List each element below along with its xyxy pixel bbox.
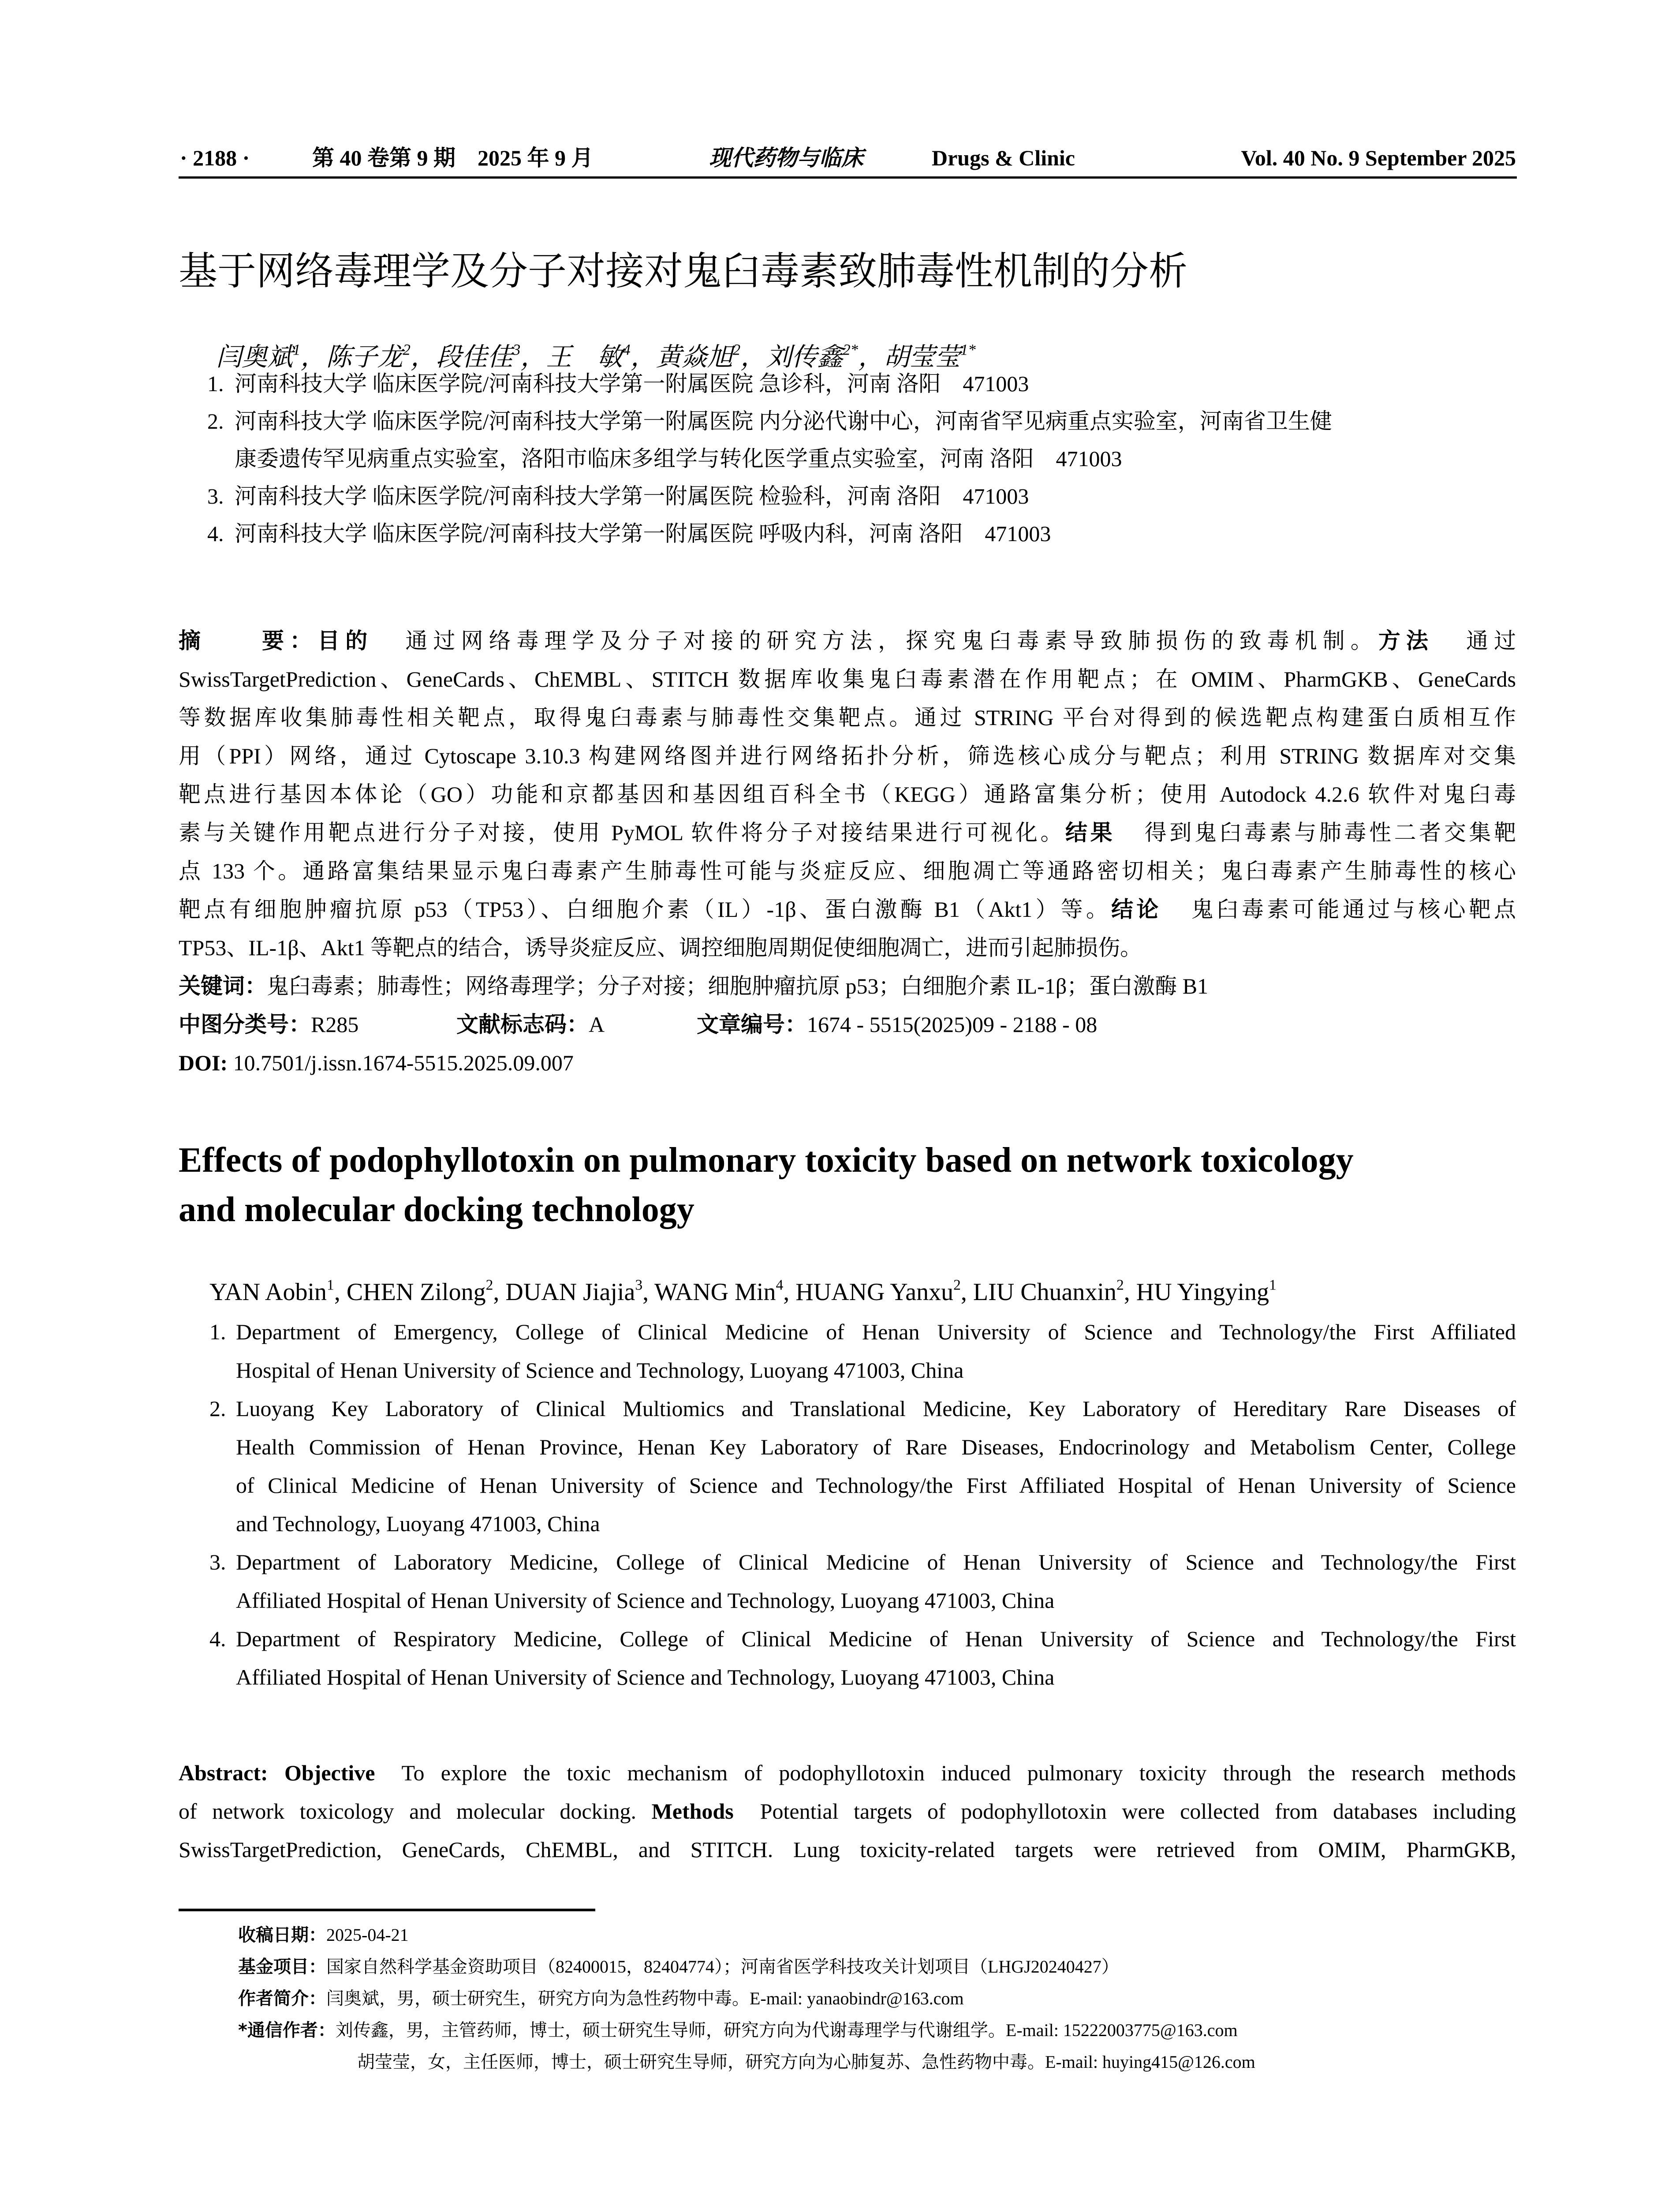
abstract-label: 摘 要：	[179, 628, 318, 654]
bio-value: 闫奥斌，男，硕士研究生，研究方向为急性药物中毒。E-mail: yanaobindr@163.com	[326, 1988, 964, 2008]
author-name: 段佳佳	[436, 343, 513, 371]
abstract-text: Potential targets of podophyllotoxin were collected from databases including	[760, 1799, 1516, 1824]
abstract-en-line	[179, 1757, 1516, 1788]
author-name: 闫奥斌	[216, 343, 293, 371]
affiliation-text: Luoyang Key Laboratory of Clinical Multiomics and Translational Medicine, Key Laboratory of Hereditary Rare Diseases of	[236, 1396, 1516, 1421]
author-separator: ，	[630, 343, 656, 371]
objective-label: 目的	[317, 628, 373, 654]
footnote-bio	[238, 1986, 964, 2011]
affiliation-text: 河南科技大学 临床医学院/河南科技大学第一附属医院 内分泌代谢中心，河南省罕见病重点实验室，河南省卫生健	[235, 409, 1332, 434]
affiliation-text: and Technology, Luoyang 471003, China	[236, 1511, 600, 1536]
affiliation-en-line	[236, 1585, 1516, 1616]
author-separator: ,	[960, 1278, 973, 1306]
affiliation-en-line	[209, 1547, 1516, 1577]
abstract-cn-line: TP53、IL-1β、Akt1 等靶点的结合，诱导炎症反应、调控细胞周期促使细胞凋亡，进而引起肺损伤。	[179, 935, 1142, 960]
abstract-en-line: SwissTargetPrediction, GeneCards, ChEMBL, and STITCH. Lung toxicity-related targets were retrieved from OMIM, PharmGKB,	[179, 1837, 1516, 1862]
affiliation-text: 河南科技大学 临床医学院/河南科技大学第一附属医院 急诊科，河南 洛阳 471003	[235, 371, 1029, 396]
author-separator: ,	[642, 1278, 655, 1306]
received-value: 2025-04-21	[326, 1925, 409, 1945]
author-affiliation-mark: 4	[623, 341, 631, 359]
author-name: 刘传鑫	[766, 343, 843, 371]
page-number: · 2188 ·	[180, 146, 250, 170]
author-affiliation-mark: 1	[1269, 1277, 1277, 1293]
author-name: LIU Chuanxin	[973, 1278, 1116, 1306]
running-header	[180, 140, 1516, 176]
author-affiliation-mark: 2	[953, 1277, 961, 1293]
author-separator: ，	[858, 343, 884, 371]
abstract-cn-line	[179, 894, 1516, 925]
author-name: 胡莹莹	[884, 343, 961, 371]
author-affiliation-mark: 4	[776, 1277, 784, 1293]
title-en	[179, 1136, 1519, 1234]
authors-en	[209, 1274, 1277, 1310]
footnote-corresponding	[238, 2018, 1238, 2043]
corr-value-1: 刘传鑫，男，主管药师，博士，硕士研究生导师，研究方向为代谢毒理学与代谢组学。E-mail: 15222003775@163.com	[335, 2020, 1238, 2040]
abstract-en-line	[179, 1796, 1516, 1827]
keywords-value: 鬼臼毒素；肺毒性；网络毒理学；分子对接；细胞肿瘤抗原 p53；白细胞介素 IL-1β；蛋白激酶 B1	[267, 974, 1209, 998]
footnote-fund	[238, 1955, 1119, 1979]
affiliation-number: 2.	[207, 409, 224, 434]
doi-value: 10.7501/j.issn.1674-5515.2025.09.007	[233, 1050, 574, 1075]
affiliation-en-line	[236, 1508, 1516, 1539]
methods-label: 方法	[1378, 628, 1434, 654]
affiliation-cn-line	[207, 406, 1332, 437]
affiliation-en-line	[209, 1393, 1516, 1424]
abstract-cn-line: 靶点进行基因本体论（GO）功能和京都基因和基因组百科全书（KEGG）通路富集分析；使用 Autodock 4.2.6 软件对鬼臼毒	[179, 782, 1516, 807]
methods-label-en: Methods	[651, 1799, 734, 1824]
affiliation-text: 康委遗传罕见病重点实验室，洛阳市临床多组学与转化医学重点实验室，河南 洛阳 471003	[235, 446, 1122, 471]
abstract-text: 通过网络毒理学及分子对接的研究方法，探究鬼臼毒素导致肺损伤的致毒机制。	[399, 628, 1378, 653]
affiliation-number: 2.	[209, 1396, 226, 1421]
abstract-cn-line: 用（PPI）网络，通过 Cytoscape 3.10.3 构建网络图并进行网络拓扑分析，筛选核心成分与靶点；利用 STRING 数据库对交集	[179, 744, 1516, 768]
author-separator: ,	[783, 1278, 796, 1306]
doc-code-label: 文献标志码：	[456, 1012, 589, 1037]
title-en-line: Effects of podophyllotoxin on pulmonary toxicity based on network toxicology	[179, 1141, 1354, 1180]
abstract-text: 靶点有细胞肿瘤抗原 p53（TP53）、白细胞介素（IL）-1β、蛋白激酶 B1（Akt1）等。	[179, 897, 1112, 922]
author-name: 王 敏	[546, 343, 623, 371]
abstract-text: To explore the toxic mechanism of podophyllotoxin induced pulmonary toxicity through the research methods	[401, 1760, 1516, 1785]
author-separator: ，	[300, 343, 326, 371]
affiliation-en-line	[236, 1355, 1516, 1386]
conclusion-label: 结论	[1111, 897, 1162, 922]
affiliation-cn-line	[207, 368, 1029, 399]
affiliation-text: of Clinical Medicine of Henan University of Science and Technology/the First Affiliated Hospital of Henan University of Science	[236, 1473, 1516, 1498]
author-separator: ，	[520, 343, 546, 371]
abstract-cn-line	[179, 817, 1516, 848]
footnote-rule	[179, 1909, 595, 1911]
author-name: 黄焱旭	[656, 343, 733, 371]
affiliation-en-line	[209, 1623, 1516, 1654]
abstract-cn-line: 点 133 个。通路富集结果显示鬼臼毒素产生肺毒性可能与炎症反应、细胞凋亡等通路密切相关；鬼臼毒素产生肺毒性的核心	[179, 859, 1516, 883]
affiliation-text: Department of Respiratory Medicine, College of Clinical Medicine of Henan University of Science and Technology/the First	[236, 1626, 1516, 1651]
doi-line	[179, 1047, 574, 1078]
author-affiliation-mark: 2*	[843, 341, 858, 359]
affiliation-number: 3.	[207, 484, 224, 508]
header-rule	[179, 176, 1517, 179]
affiliation-number: 4.	[207, 521, 224, 546]
affiliation-number: 4.	[209, 1626, 226, 1651]
author-name: 陈子龙	[326, 343, 403, 371]
author-name: DUAN Jiajia	[505, 1278, 635, 1306]
affiliation-text: 河南科技大学 临床医学院/河南科技大学第一附属医院 检验科，河南 洛阳 471003	[235, 484, 1029, 508]
abstract-text: 素与关键作用靶点进行分子对接，使用 PyMOL 软件将分子对接结果进行可视化。	[179, 820, 1066, 845]
author-separator: ，	[740, 343, 766, 371]
abstract-cn-line: 等数据库收集肺毒性相关靶点，取得鬼臼毒素与肺毒性交集靶点。通过 STRING 平台对得到的候选靶点构建蛋白质相互作	[179, 705, 1516, 730]
affiliation-number: 1.	[207, 371, 224, 396]
affiliation-cn-line	[235, 443, 1122, 474]
affiliation-en-line	[209, 1316, 1516, 1347]
affiliation-cn-line	[207, 481, 1029, 512]
article-no-line	[697, 1009, 1097, 1040]
article-no-label: 文章编号：	[697, 1012, 807, 1037]
doc-code-value: A	[589, 1012, 605, 1037]
author-name: WANG Min	[654, 1278, 776, 1306]
results-label: 结果	[1065, 820, 1116, 845]
clc-label: 中图分类号：	[179, 1012, 311, 1037]
author-name: CHEN Zilong	[346, 1278, 486, 1306]
title-cn: 基于网络毒理学及分子对接对鬼臼毒素致肺毒性机制的分析	[179, 248, 1188, 294]
affiliation-cn-line	[207, 518, 1051, 549]
bio-label: 作者简介：	[238, 1988, 326, 2009]
author-affiliation-mark: 2	[403, 341, 411, 359]
volume-issue-cn: 第 40 卷第 9 期 2025 年 9 月	[312, 146, 594, 170]
affiliation-number: 1.	[209, 1319, 226, 1344]
keywords-label: 关键词：	[179, 973, 267, 999]
doi-label: DOI:	[179, 1050, 228, 1075]
article-no-value: 1674 - 5515(2025)09 - 2188 - 08	[807, 1012, 1098, 1037]
received-label: 收稿日期：	[238, 1925, 326, 1945]
abstract-text: of network toxicology and molecular docking.	[179, 1799, 636, 1824]
affiliation-en-line	[236, 1470, 1516, 1501]
author-separator: ,	[334, 1278, 347, 1306]
title-en-line: and molecular docking technology	[179, 1190, 694, 1229]
abstract-cn-line	[179, 625, 1516, 656]
abstract-text: 得到鬼臼毒素与肺毒性二者交集靶	[1142, 820, 1516, 845]
keywords-cn	[179, 971, 1208, 1002]
affiliation-en-line	[236, 1431, 1516, 1462]
author-affiliation-mark: 1*	[960, 341, 976, 359]
clc-value: R285	[311, 1012, 359, 1037]
affiliation-number: 3.	[209, 1550, 226, 1574]
affiliation-text: Department of Emergency, College of Clinical Medicine of Henan University of Science and Technology/the First Affiliated	[236, 1319, 1516, 1344]
affiliation-text: Health Commission of Henan Province, Henan Key Laboratory of Rare Diseases, Endocrinology and Metabolism Center, College	[236, 1435, 1516, 1459]
author-affiliation-mark: 1	[293, 341, 301, 359]
abstract-cn-line: SwissTargetPrediction、GeneCards、ChEMBL、STITCH 数据库收集鬼臼毒素潜在作用靶点；在 OMIM、PharmGKB、GeneCards	[179, 667, 1516, 691]
journal-name-en: Drugs & Clinic	[932, 146, 1075, 170]
author-name: HU Yingying	[1136, 1278, 1269, 1306]
affiliation-text: Affiliated Hospital of Henan University of Science and Technology, Luoyang 471003, China	[236, 1665, 1055, 1689]
fund-label: 基金项目：	[238, 1957, 326, 1977]
affiliation-text: Affiliated Hospital of Henan University of Science and Technology, Luoyang 471003, China	[236, 1588, 1055, 1613]
volume-issue-en: Vol. 40 No. 9 September 2025	[1241, 146, 1516, 170]
footnote-received	[238, 1923, 409, 1947]
corr-label: *通信作者：	[238, 2020, 336, 2041]
author-name: YAN Aobin	[209, 1278, 327, 1306]
affiliation-text: 河南科技大学 临床医学院/河南科技大学第一附属医院 呼吸内科，河南 洛阳 471003	[235, 521, 1051, 546]
author-affiliation-mark: 3	[512, 341, 521, 359]
corr-value-2: 胡莹莹，女，主任医师，博士，硕士研究生导师，研究方向为心肺复苏、急性药物中毒。E-mail: huying415@126.com	[357, 2052, 1255, 2072]
author-separator: ,	[493, 1278, 506, 1306]
author-affiliation-mark: 2	[1116, 1277, 1124, 1293]
affiliation-en-line	[236, 1662, 1516, 1693]
abstract-text: 鬼臼毒素可能通过与核心靶点	[1188, 897, 1516, 922]
author-separator: ，	[410, 343, 436, 371]
footnote-corresponding-2	[357, 2050, 1255, 2074]
doc-code-line	[456, 1009, 605, 1040]
fund-value: 国家自然科学基金资助项目（82400015，82404774）；河南省医学科技攻关计划项目（LHGJ20240427）	[326, 1957, 1119, 1977]
abstract-objective-label: Abstract: Objective	[179, 1760, 375, 1785]
author-affiliation-mark: 3	[635, 1277, 643, 1293]
author-affiliation-mark: 1	[327, 1277, 334, 1293]
author-affiliation-mark: 2	[485, 1277, 493, 1293]
classification-line	[179, 1009, 358, 1040]
affiliation-text: Hospital of Henan University of Science and Technology, Luoyang 471003, China	[236, 1358, 964, 1383]
author-affiliation-mark: 2	[732, 341, 741, 359]
affiliation-text: Department of Laboratory Medicine, College of Clinical Medicine of Henan University of Science and Technology/the First	[236, 1550, 1516, 1574]
author-name: HUANG Yanxu	[795, 1278, 954, 1306]
abstract-text: 通过	[1460, 628, 1516, 653]
author-separator: ,	[1124, 1278, 1136, 1306]
journal-name-cn: 现代药物与临床	[709, 146, 863, 170]
